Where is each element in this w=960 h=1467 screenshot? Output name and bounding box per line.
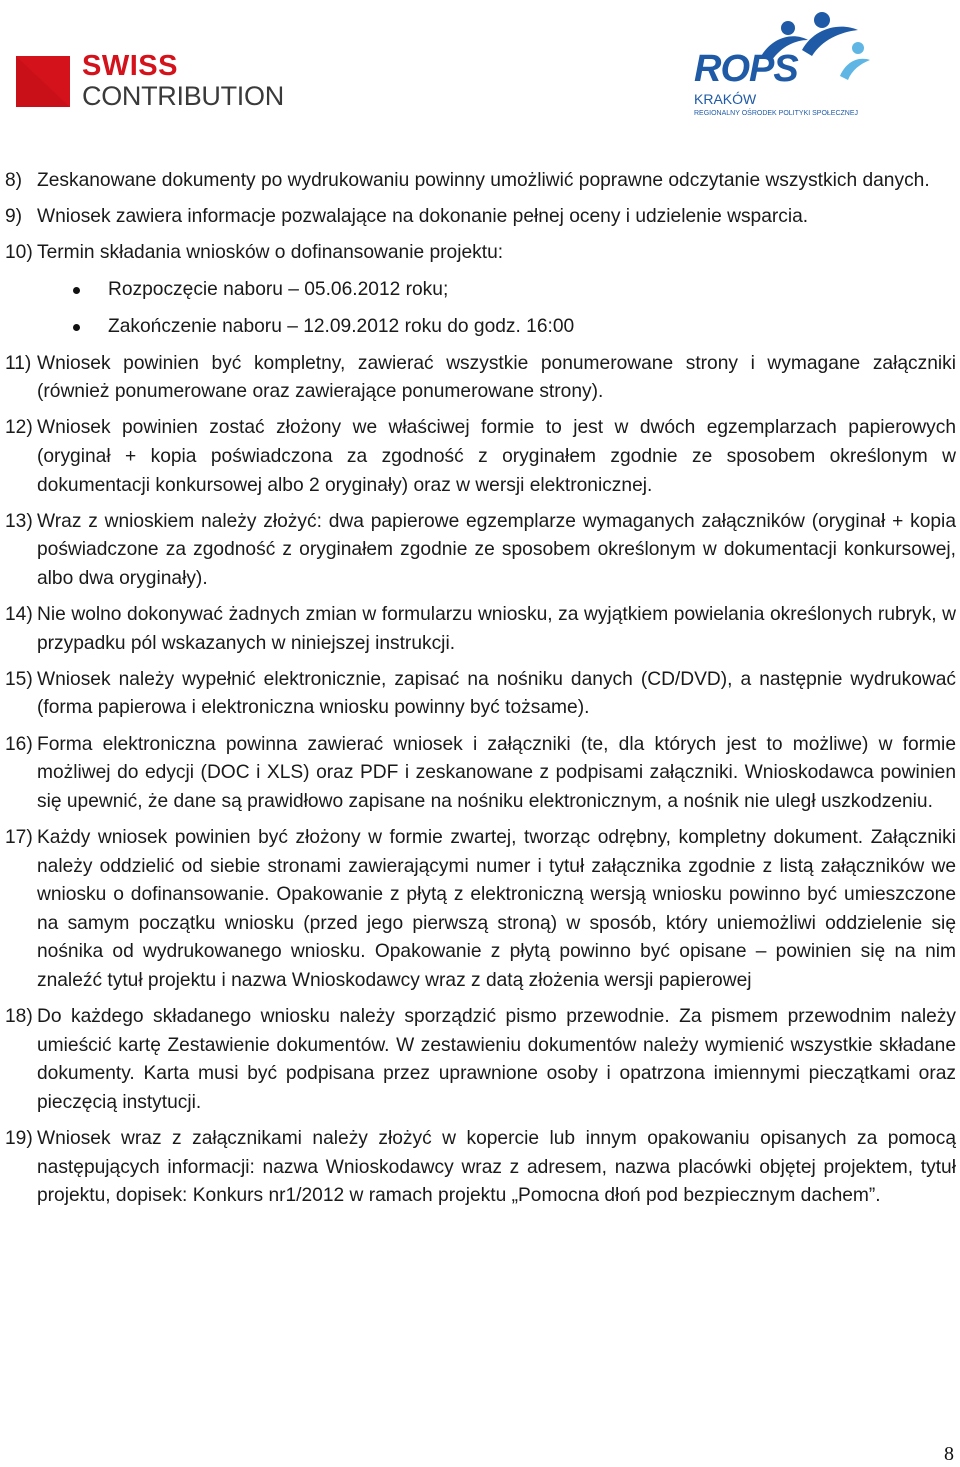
list-item (5, 666, 956, 723)
item-text: Forma elektroniczna powinna zawierać wniosek i załączniki (te, dla których jest to możliwe) w formie możliwej do edycji (DOC i XLS) oraz PDF i zeskanowane z podpisami załączniki. Wnioskodawca powinien się upewnić, że dane są prawidłowo zapisane na nośniku elektronicznym, a nośnik nie uległ uszkodzeniu. (37, 733, 956, 812)
item-number: 10) (5, 242, 33, 264)
deadline-bullet-list (5, 276, 956, 342)
rops-krakow-logo (690, 10, 880, 125)
item-number: 8) (5, 170, 23, 191)
item-number: 9) (5, 206, 23, 228)
item-number: 14) (5, 604, 33, 626)
item-text: Termin składania wniosków o dofinansowanie projektu: (37, 242, 504, 264)
list-item (5, 601, 956, 658)
item-number: 11) (5, 352, 32, 374)
item-text: Wniosek powinien być kompletny, zawierać wszystkie ponumerowane strony i wymagane załączniki (również ponumerowane oraz zawierające ponumerowane strony). (37, 352, 956, 403)
page-header (0, 0, 960, 135)
bullet-item (5, 313, 956, 342)
item-text: Wniosek zawiera informacje pozwalające na dokonanie pełnej oceny i udzielenie wsparcia. (37, 206, 809, 228)
item-number: 16) (5, 733, 33, 755)
swiss-logo-line2: CONTRIBUTION (82, 81, 284, 111)
list-item (5, 1003, 956, 1117)
item-number: 13) (5, 510, 33, 532)
document-body (5, 167, 956, 1219)
item-text: Zeskanowane dokumenty po wydrukowaniu powinny umożliwić poprawne odczytanie wszystkich danych. (37, 170, 930, 191)
list-item (5, 350, 956, 407)
item-number: 19) (5, 1128, 33, 1150)
item-number: 18) (5, 1006, 33, 1028)
item-text: Wniosek wraz z załącznikami należy złożyć w kopercie lub innym opakowaniu opisanych za pomocą następujących informacji: nazwa Wnioskodawcy wraz z adresem, nazwa placówki objętej projektem, tytuł projektu, dopisek: Konkurs nr1/2012 w ramach projektu „Pomocna dłoń pod bezpiecznym dachem”. (37, 1128, 956, 1207)
rops-logo-city: KRAKÓW (694, 91, 757, 107)
bullet-icon (73, 287, 80, 294)
swiss-logo-text (82, 52, 284, 110)
page-number: 8 (944, 1443, 954, 1465)
list-item (5, 239, 956, 268)
swiss-flag-icon (16, 56, 70, 107)
swiss-logo-line1: SWISS (82, 50, 178, 82)
rops-logo-subtitle: REGIONALNY OŚRODEK POLITYKI SPOŁECZNEJ (694, 110, 859, 117)
bullet-text: Zakończenie naboru – 12.09.2012 roku do godz. 16:00 (108, 315, 575, 337)
bullet-text: Rozpoczęcie naboru – 05.06.2012 roku; (108, 278, 449, 300)
list-item (5, 731, 956, 817)
list-item (5, 167, 956, 196)
list-item (5, 508, 956, 594)
list-item (5, 414, 956, 500)
list-item (5, 824, 956, 996)
item-text: Wniosek należy wypełnić elektronicznie, zapisać na nośniku danych (CD/DVD), a następnie wydrukować (forma papierowa i elektroniczna wniosku powinny być tożsame). (37, 668, 956, 719)
bullet-icon (73, 324, 80, 331)
list-item (5, 203, 956, 232)
item-number: 12) (5, 417, 33, 439)
item-number: 17) (5, 827, 33, 848)
rops-logo-name: ROPS (694, 48, 798, 90)
item-text: Wniosek powinien zostać złożony we właściwej formie to jest w dwóch egzemplarzach papierowych (oryginał + kopia poświadczona za zgodność z oryginałem zgodnie ze sposobem określonym w dokumentacji konkursowej albo 2 oryginały) oraz w wersji elektronicznej. (37, 417, 956, 496)
bullet-item (5, 276, 956, 305)
item-number: 15) (5, 668, 33, 690)
item-text: Każdy wniosek powinien być złożony w formie zwartej, tworząc odrębny, kompletny dokument. Załączniki należy oddzielić od siebie stronami zawierającymi numer i tytuł załącznika zgodnie z listą załączników we wniosku o dofinansowanie. Opakowanie z płytą z elektroniczną wersją wniosku powinno być umieszczone na samym początku wniosku (przed jego pierwszą stroną) w sposób, który uniemożliwi oddzielenie się nośnika od wydrukowanego wniosku. Opakowanie z płytą powinno być opisane – powinien się na nim znaleźć tytuł projektu i nazwa Wnioskodawcy wraz z datą złożenia wersji papierowej (37, 827, 956, 991)
item-text: Nie wolno dokonywać żadnych zmian w formularzu wniosku, za wyjątkiem powielania określonych rubryk, w przypadku pól wskazanych w niniejszej instrukcji. (37, 604, 956, 654)
item-text: Do każdego składanego wniosku należy sporządzić pismo przewodnie. Za pismem przewodnim należy umieścić kartę Zestawienie dokumentów. W zestawieniu dokumentów należy wymienić wszystkie składane dokumenty. Karta musi być podpisana przez uprawnione osoby i opatrzona imiennymi pieczątkami oraz pieczęcią instytucji. (37, 1006, 956, 1113)
item-text: Wraz z wnioskiem należy złożyć: dwa papierowe egzemplarze wymaganych załączników (oryginał + kopia poświadczone za zgodność z oryginałem zgodnie ze sposobem określonym w dokumentacji konkursowej, albo dwa oryginały). (37, 510, 956, 589)
list-item (5, 1125, 956, 1211)
